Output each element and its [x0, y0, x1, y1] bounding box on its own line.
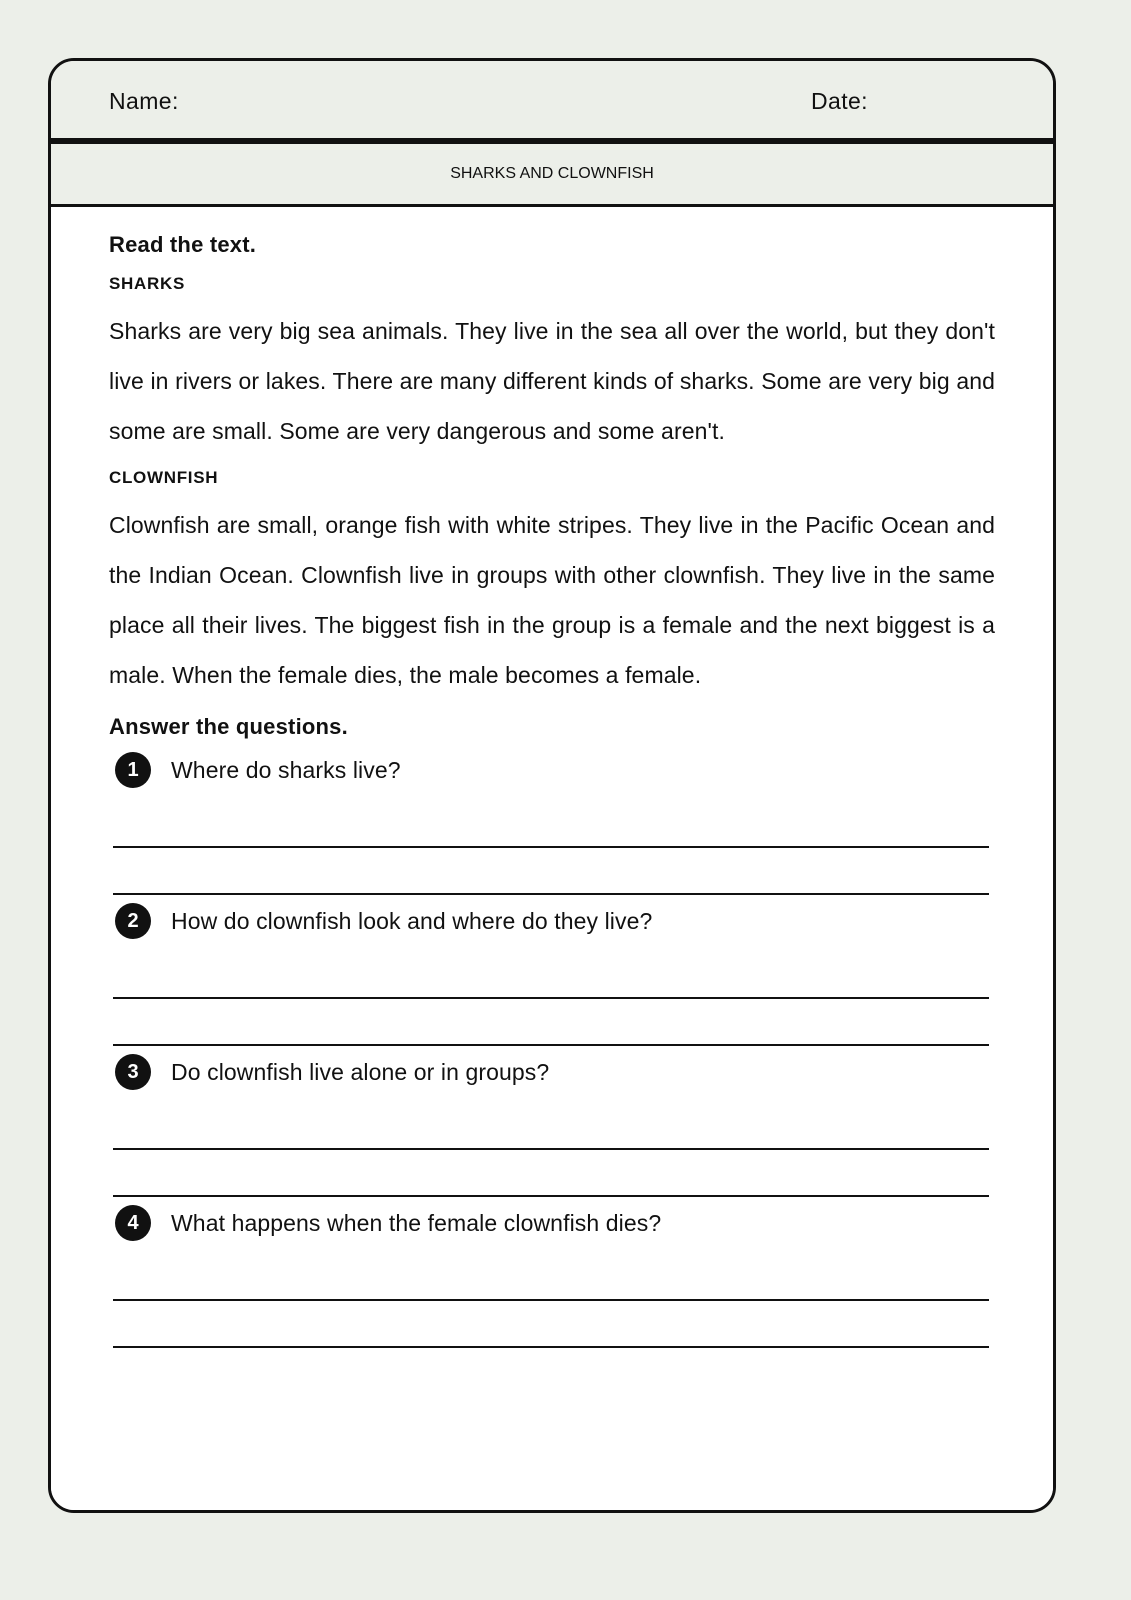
answer-lines[interactable] [113, 1100, 989, 1197]
question-text: What happens when the female clownfish dies? [171, 1209, 662, 1236]
answer-lines[interactable] [113, 1251, 989, 1348]
question-block [109, 750, 995, 895]
answer-line[interactable] [113, 1301, 989, 1348]
title-band [48, 141, 1056, 207]
question-row [109, 1052, 995, 1092]
question-text: Do clownfish live alone or in groups? [171, 1058, 550, 1085]
question-block [109, 1203, 995, 1348]
answer-lines[interactable] [113, 798, 989, 895]
name-label: Name: [109, 88, 179, 114]
question-number-badge: 4 [115, 1205, 151, 1241]
section-text-clownfish: Clownfish are small, orange fish with white stripes. They live in the Pacific Ocean and the Indian Ocean. Clownfish live in groups with other clownfish. They live in the same place all their lives. The biggest fish in the group is a female and the next biggest is a male. When the female dies, the male becomes a female. [109, 512, 995, 688]
section-heading-sharks: SHARKS [109, 274, 185, 293]
question-block [109, 1052, 995, 1197]
answer-line[interactable] [113, 798, 989, 848]
answer-line[interactable] [113, 1251, 989, 1301]
read-instruction: Read the text. [109, 232, 257, 257]
section-text-sharks: Sharks are very big sea animals. They live in the sea all over the world, but they don't live in rivers or lakes. There are many different kinds of sharks. Some are very big and some are small. Some are very dangerous and some aren't. [109, 318, 995, 444]
answer-line[interactable] [113, 999, 989, 1046]
answer-line[interactable] [113, 1150, 989, 1197]
question-number-badge: 3 [115, 1054, 151, 1090]
worksheet-sheet [48, 58, 1056, 1513]
question-block [109, 901, 995, 1046]
question-row [109, 1203, 995, 1243]
page-title: SHARKS AND CLOWNFISH [450, 165, 654, 182]
question-row [109, 901, 995, 941]
question-number-badge: 1 [115, 752, 151, 788]
section-heading-clownfish: CLOWNFISH [109, 468, 219, 487]
question-text: How do clownfish look and where do they live? [171, 907, 653, 934]
name-date-header [51, 61, 1053, 141]
question-text: Where do sharks live? [171, 756, 401, 783]
question-row [109, 750, 995, 790]
worksheet-content [51, 210, 1053, 1510]
answer-instruction: Answer the questions. [109, 714, 348, 739]
date-label: Date: [811, 88, 868, 114]
question-number-badge: 2 [115, 903, 151, 939]
answer-line[interactable] [113, 848, 989, 895]
answer-lines[interactable] [113, 949, 989, 1046]
answer-line[interactable] [113, 1100, 989, 1150]
answer-line[interactable] [113, 949, 989, 999]
